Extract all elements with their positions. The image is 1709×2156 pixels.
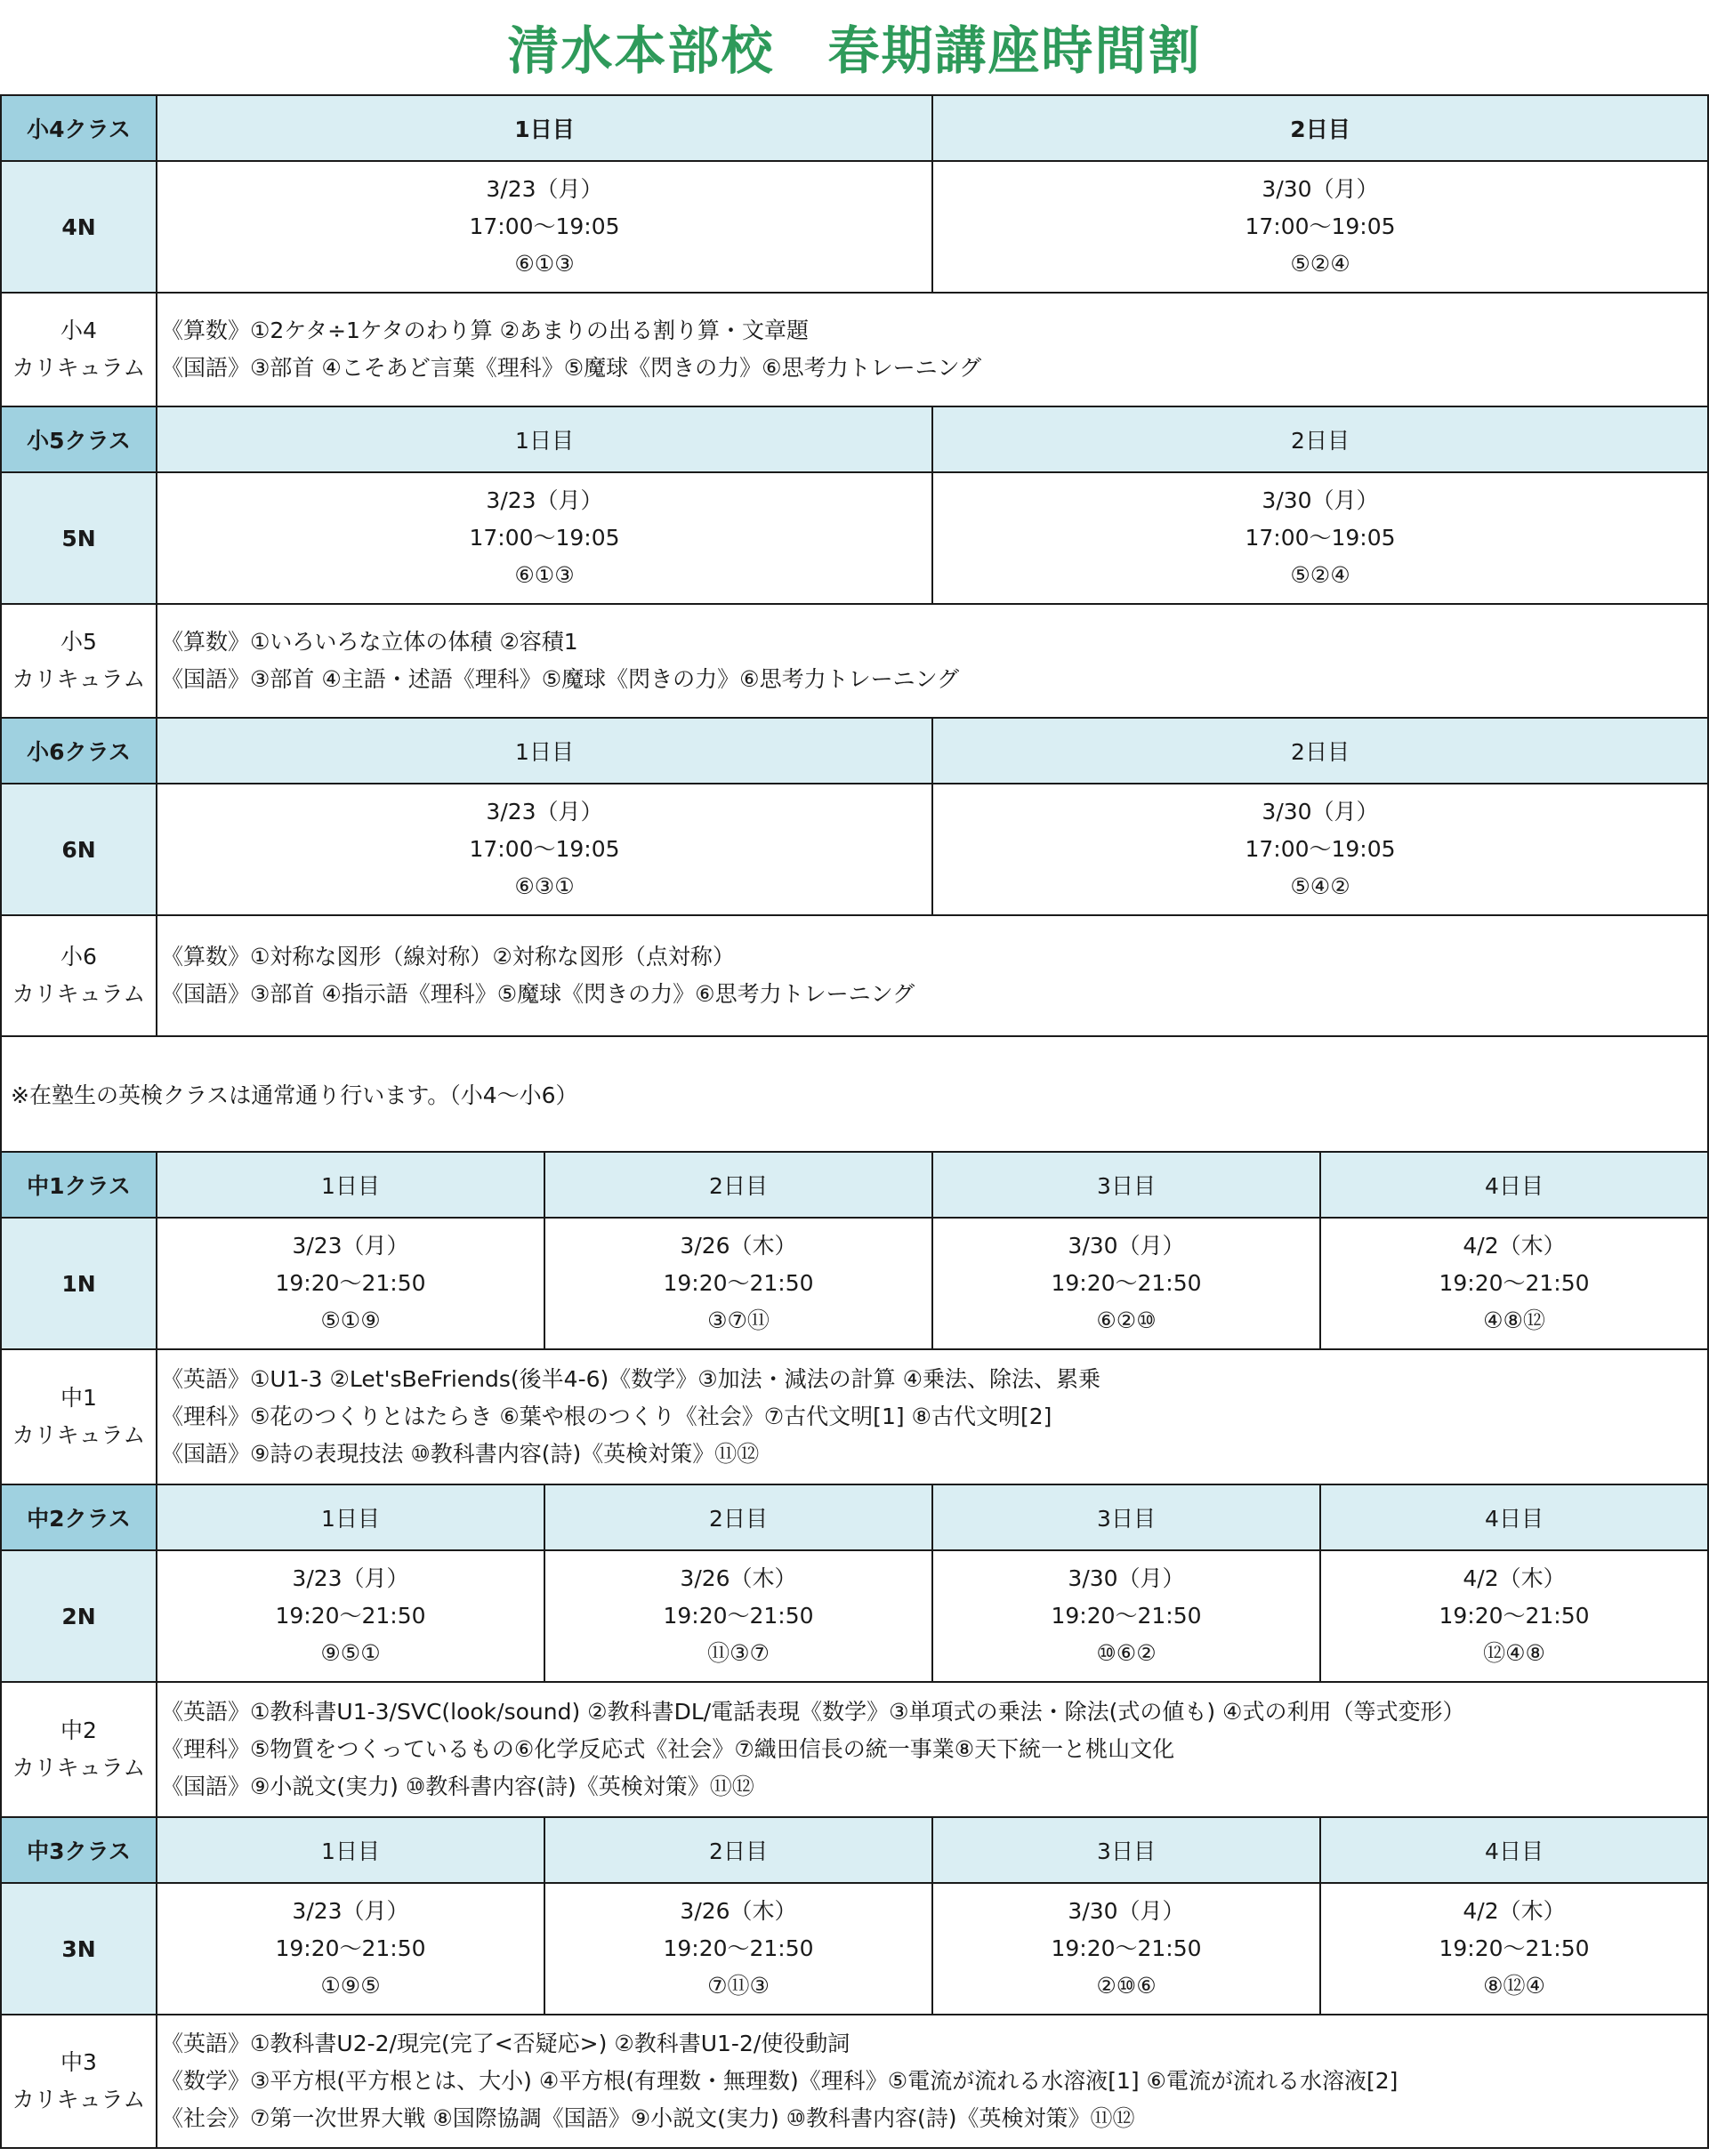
session-cell [157, 161, 932, 293]
session-time: 17:00～19:05 [1245, 525, 1396, 551]
session-cell [544, 1550, 932, 1682]
curriculum-label [1, 1682, 157, 1817]
session-time: 19:20～21:50 [663, 1935, 814, 1961]
session-lessons: ⑥③① [514, 873, 575, 899]
session-lessons: ⑥②⑩ [1096, 1307, 1157, 1333]
curriculum-word: カリキュラム [12, 1422, 146, 1448]
session-date: 3/23（月） [292, 1898, 409, 1924]
curriculum-word: カリキュラム [12, 2087, 146, 2112]
day-header: 2日目 [932, 95, 1708, 161]
session-cell [1320, 1550, 1708, 1682]
session-cell [544, 1218, 932, 1349]
curriculum-line: 《国語》⑨詩の表現技法 ⑩教科書内容(詩)《英検対策》⑪⑫ [161, 1441, 760, 1467]
day-header: 1日目 [157, 95, 932, 161]
page-title: 清水本部校 春期講座時間割 [507, 20, 1202, 81]
day-header: 4日目 [1320, 1484, 1708, 1550]
curriculum-line: 《数学》③平方根(平方根とは、大小) ④平方根(有理数・無理数)《理科》⑤電流が流れる水溶液[1] ⑥電流が流れる水溶液[2] [161, 2068, 1399, 2094]
session-cell [932, 1550, 1320, 1682]
session-date: 3/23（月） [292, 1233, 409, 1259]
curriculum-text [157, 1682, 1708, 1817]
session-time: 19:20～21:50 [663, 1270, 814, 1296]
curriculum-line: 《英語》①教科書U1-3/SVC(look/sound) ②教科書DL/電話表現《数学》③単項式の乗法・除法(式の値も) ④式の利用（等式変形） [161, 1699, 1465, 1725]
session-time: 17:00～19:05 [469, 836, 620, 862]
class-header-row-chu2 [1, 1484, 1708, 1550]
session-cell [932, 161, 1708, 293]
class-header-row-chu3 [1, 1817, 1708, 1883]
curriculum-line: 《理科》⑤花のつくりとはたらき ⑥葉や根のつくり《社会》⑦古代文明[1] ⑧古代文明[2] [161, 1404, 1052, 1429]
session-cell [932, 1218, 1320, 1349]
session-time: 19:20～21:50 [275, 1603, 426, 1629]
session-lessons: ①⑨⑤ [320, 1973, 381, 1999]
session-date: 3/23（月） [292, 1565, 409, 1591]
session-date: 3/23（月） [486, 176, 603, 202]
curriculum-row [1, 1349, 1708, 1484]
class-header-row-sho5 [1, 406, 1708, 472]
curriculum-row [1, 2015, 1708, 2148]
day-header: 3日目 [932, 1484, 1320, 1550]
curriculum-grade: 小6 [60, 944, 97, 969]
curriculum-row [1, 293, 1708, 406]
class-code: 1N [1, 1218, 157, 1349]
session-time: 19:20～21:50 [1051, 1270, 1202, 1296]
curriculum-text [157, 293, 1708, 406]
curriculum-text [157, 604, 1708, 718]
class-code: 3N [1, 1883, 157, 2015]
session-time: 17:00～19:05 [1245, 213, 1396, 239]
session-time: 19:20～21:50 [1439, 1270, 1590, 1296]
session-lessons: ⑤④② [1290, 873, 1350, 899]
day-header: 1日目 [157, 406, 932, 472]
note-row [1, 1036, 1708, 1152]
session-lessons: ③⑦⑪ [707, 1307, 770, 1333]
session-time: 17:00～19:05 [469, 213, 620, 239]
session-time: 19:20～21:50 [275, 1270, 426, 1296]
class-code: 5N [1, 472, 157, 604]
day-header: 3日目 [932, 1152, 1320, 1218]
day-header: 2日目 [544, 1484, 932, 1550]
session-time: 19:20～21:50 [663, 1603, 814, 1629]
day-header: 2日目 [932, 718, 1708, 784]
day-header: 2日目 [544, 1152, 932, 1218]
session-time: 19:20～21:50 [1051, 1603, 1202, 1629]
session-lessons: ⑩⑥② [1096, 1640, 1157, 1666]
class-label: 中1クラス [1, 1152, 157, 1218]
curriculum-line: 《国語》③部首 ④主語・述語《理科》⑤魔球《閃きの力》⑥思考力トレーニング [161, 666, 960, 692]
session-lessons: ⑥①③ [514, 562, 575, 588]
session-date: 4/2（木） [1463, 1898, 1566, 1924]
session-row [1, 1550, 1708, 1682]
session-row [1, 1883, 1708, 2015]
session-date: 4/2（木） [1463, 1233, 1566, 1259]
session-lessons: ②⑩⑥ [1096, 1973, 1157, 1999]
day-header: 2日目 [932, 406, 1708, 472]
class-code: 4N [1, 161, 157, 293]
class-label: 小6クラス [1, 718, 157, 784]
curriculum-label [1, 2015, 157, 2148]
curriculum-word: カリキュラム [12, 1755, 146, 1781]
curriculum-line: 《算数》①2ケタ÷1ケタのわり算 ②あまりの出る割り算・文章題 [161, 318, 810, 343]
day-header: 4日目 [1320, 1817, 1708, 1883]
day-header: 1日目 [157, 718, 932, 784]
day-header: 4日目 [1320, 1152, 1708, 1218]
session-row [1, 472, 1708, 604]
session-lessons: ⑪③⑦ [707, 1640, 770, 1666]
session-cell [157, 784, 932, 915]
session-row [1, 1218, 1708, 1349]
curriculum-text [157, 915, 1708, 1036]
session-date: 3/30（月） [1262, 799, 1379, 825]
session-time: 19:20～21:50 [275, 1935, 426, 1961]
session-cell [157, 1218, 544, 1349]
curriculum-word: カリキュラム [12, 666, 146, 692]
curriculum-row [1, 604, 1708, 718]
session-cell [932, 472, 1708, 604]
curriculum-grade: 中3 [60, 2049, 97, 2075]
curriculum-line: 《英語》①教科書U2-2/現完(完了<否疑応>) ②教科書U1-2/使役動詞 [161, 2031, 850, 2056]
class-code: 2N [1, 1550, 157, 1682]
session-lessons: ④⑧⑫ [1483, 1307, 1545, 1333]
timetable [0, 94, 1709, 2149]
session-time: 19:20～21:50 [1439, 1935, 1590, 1961]
curriculum-text [157, 1349, 1708, 1484]
session-cell [544, 1883, 932, 2015]
curriculum-row [1, 915, 1708, 1036]
curriculum-row [1, 1682, 1708, 1817]
session-row [1, 161, 1708, 293]
session-date: 3/30（月） [1262, 487, 1379, 513]
session-time: 17:00～19:05 [469, 525, 620, 551]
class-header-row-chu1 [1, 1152, 1708, 1218]
class-header-row-sho6 [1, 718, 1708, 784]
session-cell [1320, 1218, 1708, 1349]
session-row [1, 784, 1708, 915]
curriculum-label [1, 604, 157, 718]
curriculum-line: 《理科》⑤物質をつくっているもの⑥化学反応式《社会》⑦織田信長の統一事業⑧天下統一と桃山文化 [161, 1736, 1175, 1762]
curriculum-label [1, 1349, 157, 1484]
class-label: 小4クラス [1, 95, 157, 161]
session-lessons: ⑥①③ [514, 251, 575, 277]
session-lessons: ⑤②④ [1290, 251, 1350, 277]
session-cell [932, 1883, 1320, 2015]
session-cell [932, 784, 1708, 915]
session-date: 3/30（月） [1068, 1233, 1185, 1259]
class-label: 中2クラス [1, 1484, 157, 1550]
session-cell [157, 472, 932, 604]
session-date: 3/30（月） [1068, 1565, 1185, 1591]
session-time: 19:20～21:50 [1051, 1935, 1202, 1961]
session-date: 3/30（月） [1262, 176, 1379, 202]
curriculum-label [1, 915, 157, 1036]
curriculum-grade: 中2 [60, 1718, 97, 1743]
session-cell [157, 1883, 544, 2015]
session-date: 4/2（木） [1463, 1565, 1566, 1591]
curriculum-line: 《国語》⑨小説文(実力) ⑩教科書内容(詩)《英検対策》⑪⑫ [161, 1774, 754, 1799]
day-header: 1日目 [157, 1152, 544, 1218]
curriculum-grade: 中1 [60, 1385, 97, 1411]
day-header: 1日目 [157, 1484, 544, 1550]
curriculum-word: カリキュラム [12, 355, 146, 381]
class-label: 小5クラス [1, 406, 157, 472]
class-code: 6N [1, 784, 157, 915]
curriculum-grade: 小4 [60, 318, 97, 343]
session-lessons: ⑤②④ [1290, 562, 1350, 588]
session-time: 17:00～19:05 [1245, 836, 1396, 862]
curriculum-line: 《算数》①いろいろな立体の体積 ②容積1 [161, 629, 578, 655]
session-date: 3/23（月） [486, 487, 603, 513]
curriculum-word: カリキュラム [12, 981, 146, 1007]
curriculum-label [1, 293, 157, 406]
day-header: 2日目 [544, 1817, 932, 1883]
curriculum-line: 《英語》①U1-3 ②Let'sBeFriends(後半4-6)《数学》③加法・減法の計算 ④乗法、除法、累乗 [161, 1366, 1101, 1392]
session-time: 19:20～21:50 [1439, 1603, 1590, 1629]
session-date: 3/26（木） [680, 1565, 797, 1591]
session-lessons: ⑨⑤① [320, 1640, 381, 1666]
session-lessons: ⑤①⑨ [320, 1307, 381, 1333]
session-cell [157, 1550, 544, 1682]
day-header: 3日目 [932, 1817, 1320, 1883]
session-lessons: ⑧⑫④ [1483, 1973, 1545, 1999]
session-date: 3/26（木） [680, 1898, 797, 1924]
class-label: 中3クラス [1, 1817, 157, 1883]
day-header: 1日目 [157, 1817, 544, 1883]
class-header-row-sho4 [1, 95, 1708, 161]
curriculum-line: 《社会》⑦第一次世界大戦 ⑧国際協調《国語》⑨小説文(実力) ⑩教科書内容(詩)《英検対策》⑪⑫ [161, 2105, 1135, 2131]
session-date: 3/26（木） [680, 1233, 797, 1259]
eiken-note: ※在塾生の英検クラスは通常通り行います。（小4～小6） [1, 1036, 1708, 1152]
session-date: 3/23（月） [486, 799, 603, 825]
curriculum-grade: 小5 [60, 629, 97, 655]
session-date: 3/30（月） [1068, 1898, 1185, 1924]
session-cell [1320, 1883, 1708, 2015]
curriculum-line: 《算数》①対称な図形（線対称）②対称な図形（点対称） [161, 944, 735, 969]
session-lessons: ⑦⑪③ [707, 1973, 770, 1999]
curriculum-text [157, 2015, 1708, 2148]
curriculum-line: 《国語》③部首 ④指示語《理科》⑤魔球《閃きの力》⑥思考力トレーニング [161, 981, 915, 1007]
session-lessons: ⑫④⑧ [1483, 1640, 1545, 1666]
curriculum-line: 《国語》③部首 ④こそあど言葉《理科》⑤魔球《閃きの力》⑥思考力トレーニング [161, 355, 982, 381]
